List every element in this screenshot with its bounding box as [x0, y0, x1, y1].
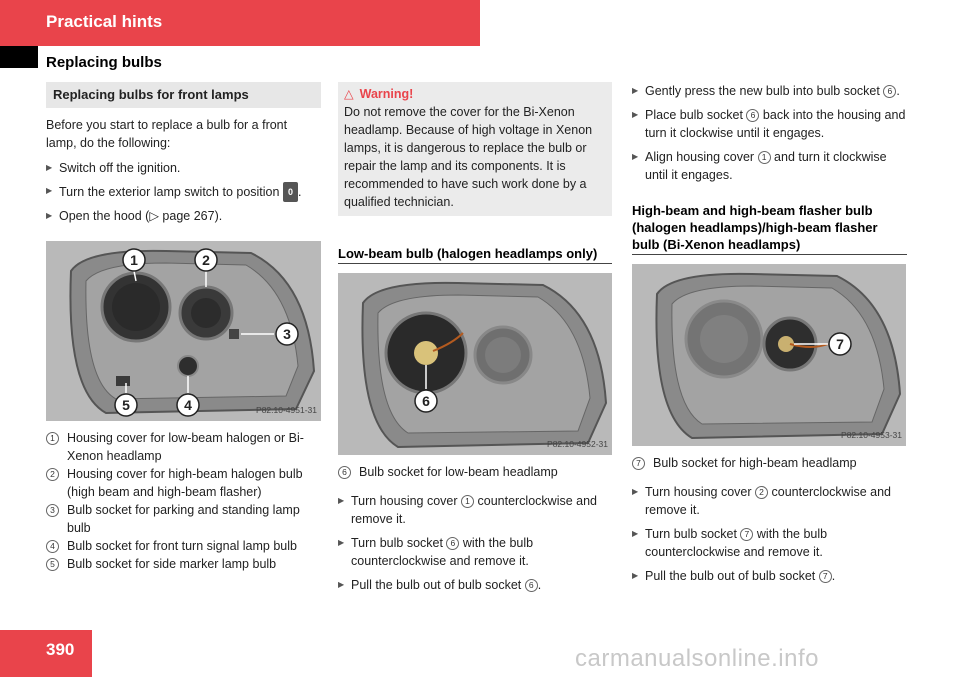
step-text: .	[537, 578, 542, 592]
step-ref-number: 7	[740, 528, 753, 541]
headlamp-illustration-2	[338, 273, 612, 455]
legend-text: Housing cover for low-beam halogen or Bi-Xenon headlamp	[67, 431, 304, 463]
legend-item	[46, 429, 321, 465]
step-ignition: ▶ Switch off the ignition.	[46, 159, 321, 177]
svg-text:7: 7	[836, 336, 844, 352]
callout-7	[829, 333, 851, 355]
callout-2	[195, 249, 217, 271]
headlamp-photo-1	[46, 241, 321, 421]
step-text: Place bulb socket	[645, 108, 747, 122]
step-text: Turn housing cover	[645, 485, 756, 499]
legend-item	[46, 537, 321, 555]
step-text: Turn bulb socket	[645, 527, 741, 541]
legend-text: Bulb socket for side marker lamp bulb	[67, 557, 277, 571]
legend-number-4: 4	[46, 540, 59, 553]
callout-1	[123, 249, 145, 271]
step-item	[632, 148, 907, 184]
legend-text: Bulb socket for parking and standing lamp bulb	[67, 503, 300, 535]
step-ref-number: 7	[819, 570, 832, 583]
step-text: with the bulb counterclockwise and remove it.	[351, 536, 534, 568]
step-ref-number: 6	[525, 579, 538, 592]
warning-triangle-icon: △	[344, 87, 354, 101]
legend-text: Bulb socket for high-beam headlamp	[653, 456, 857, 470]
step-text: Pull the bulb out of bulb socket	[645, 569, 819, 583]
step-item	[632, 525, 907, 561]
step-ref-number: 1	[461, 495, 474, 508]
column-left	[46, 82, 321, 573]
warning-box	[338, 82, 612, 216]
headlamp-illustration-3	[632, 264, 906, 446]
legend-list	[46, 429, 321, 573]
callout-4	[177, 394, 199, 416]
warning-title-text: Warning!	[359, 87, 414, 101]
step-lamp-switch-end: .	[297, 185, 302, 199]
chapter-title: Practical hints	[46, 12, 163, 31]
step-text: Gently press the new bulb into bulb socket	[645, 84, 884, 98]
section-title: Replacing bulbs	[46, 54, 162, 71]
step-item	[632, 483, 907, 519]
step-ref-number: 1	[758, 151, 771, 164]
legend-number-7: 7	[632, 457, 645, 470]
watermark-text: carmanualsonline.info	[575, 645, 819, 672]
step-item	[338, 492, 612, 528]
step-text: Turn bulb socket	[351, 536, 447, 550]
headlamp-illustration-1	[46, 241, 321, 421]
step-text: Turn housing cover	[351, 494, 462, 508]
step-text: counterclockwise and remove it.	[645, 485, 891, 517]
step-item	[338, 576, 612, 594]
step-text: counterclockwise and remove it.	[351, 494, 597, 526]
page-number: 390	[46, 640, 75, 659]
legend-text: Housing cover for high-beam halogen bulb (high beam and high-beam flasher)	[67, 467, 303, 499]
step-item	[632, 567, 907, 585]
legend-text: Bulb socket for low-beam headlamp	[359, 465, 558, 479]
header-tab-marker	[0, 46, 38, 68]
svg-text:1: 1	[130, 252, 138, 268]
legend-number-2: 2	[46, 468, 59, 481]
step-item	[632, 82, 907, 100]
svg-text:4: 4	[184, 397, 192, 413]
step-open-hood: ▶ Open the hood (▷ page 267).	[46, 207, 321, 225]
legend-number-6: 6	[338, 466, 351, 479]
column-right	[632, 82, 907, 585]
warning-title	[344, 85, 606, 103]
step-text: and turn it clockwise until it engages.	[645, 150, 887, 182]
headlamp-photo-3	[632, 264, 906, 446]
step-ref-number: 6	[746, 109, 759, 122]
step-text: Align housing cover	[645, 150, 758, 164]
step-text: .	[896, 84, 900, 98]
step-ref-number: 6	[883, 85, 896, 98]
legend-text: Bulb socket for front turn signal lamp bulb	[67, 539, 297, 553]
callout-3	[276, 323, 298, 345]
step-text: with the bulb counterclockwise and remove it.	[645, 527, 828, 559]
legend-number-3: 3	[46, 504, 59, 517]
column-middle	[338, 82, 612, 594]
step-lamp-switch	[46, 182, 321, 202]
legend-item	[46, 501, 321, 537]
legend-number-5: 5	[46, 558, 59, 571]
step-text: back into the housing and turn it clockwise until it engages.	[645, 108, 906, 140]
step-item	[338, 534, 612, 570]
step-text: Pull the bulb out of bulb socket	[351, 578, 525, 592]
headlamp-photo-2	[338, 273, 612, 455]
warning-text: Do not remove the cover for the Bi-Xenon headlamp. Because of high voltage in Xenon lamps, it is dangerous to replace the bulb or repair the lamp and its components. It is recommended to have such work done by a qualified technician.	[344, 105, 593, 209]
low-beam-heading: Low-beam bulb (halogen headlamps only)	[338, 245, 612, 264]
step-text: .	[831, 569, 836, 583]
step-ref-number: 6	[446, 537, 459, 550]
legend-item	[338, 463, 612, 481]
callout-5	[115, 394, 137, 416]
step-item	[632, 106, 907, 142]
front-lamps-heading: Replacing bulbs for front lamps	[46, 82, 321, 108]
callout-6	[415, 390, 437, 412]
step-ref-number: 2	[755, 486, 768, 499]
svg-text:3: 3	[283, 326, 291, 342]
image-reference: P82.10-4951-31	[256, 405, 317, 415]
step-lamp-switch-text: Turn the exterior lamp switch to position	[59, 185, 280, 199]
high-beam-heading: High-beam and high-beam flasher bulb (halogen headlamps)/high-beam flasher bulb (Bi-Xenon headlamps)	[632, 202, 907, 255]
legend-item	[632, 454, 907, 472]
image-reference: P82.10-4953-31	[841, 430, 902, 440]
svg-text:5: 5	[122, 397, 130, 413]
legend-number-1: 1	[46, 432, 59, 445]
svg-text:6: 6	[422, 393, 430, 409]
svg-text:2: 2	[202, 252, 210, 268]
legend-item	[46, 555, 321, 573]
intro-text: Before you start to replace a bulb for a front lamp, do the following:	[46, 118, 288, 150]
lamp-switch-position-badge: 0	[283, 182, 298, 202]
legend-item	[46, 465, 321, 501]
image-reference: P82.10-4952-31	[547, 439, 608, 449]
